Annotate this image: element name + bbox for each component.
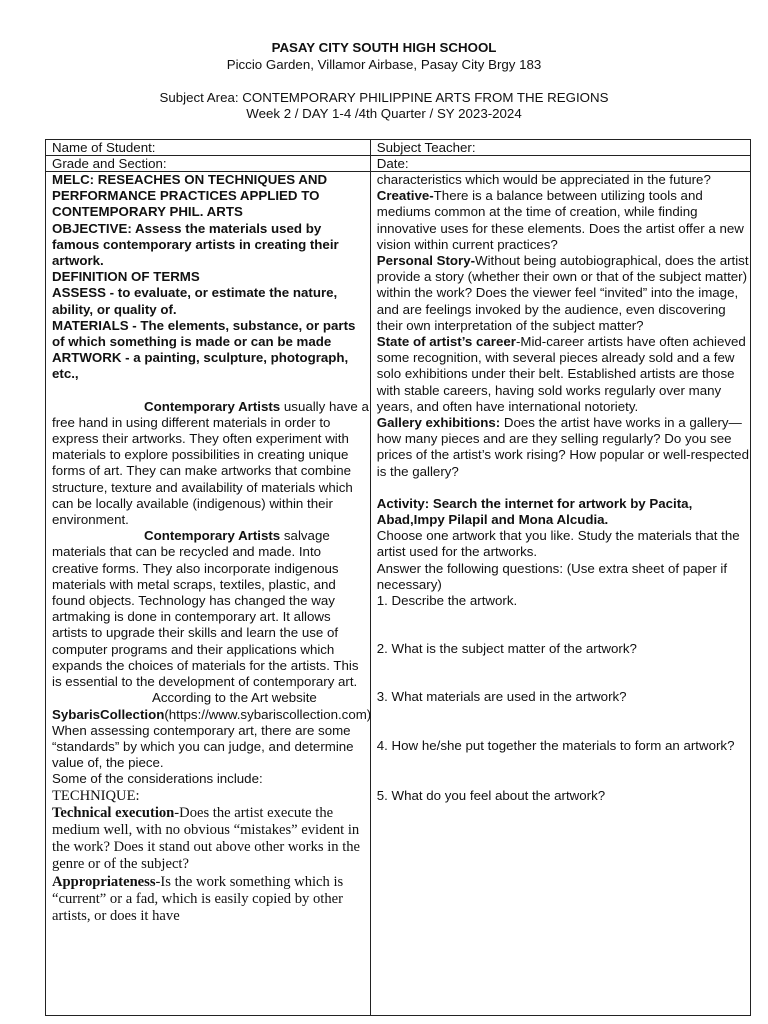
school-address: Piccio Garden, Villamor Airbase, Pasay City Brgy 183 [226,57,542,72]
paragraph-text: (https://www.sybariscollection.com) When assessing contemporary art, there are some “standards” by which you can judge, and determine value of, the piece. [52,706,372,771]
paragraph-text: usually have a free hand in using different materials in order to express their artworks. They often experiment with materials to explore possibilities in creating unique forms of art. They can make artworks that combine structure, texture and availability of materials which can be locally available (indigenous) within their environment. [52,398,369,528]
paragraph-text: Without being autobiographical, does the artist provide a story (whether their own or that of the subject matter) within the work? Does the viewer feel “invited” into the image, and are feelings invoked by the audience, even discovering their own interpretation of the subject matter? [376,253,749,333]
subject-teacher-field: Subject Teacher: [370,140,750,156]
paragraph-text: Does the artist have works in a gallery—how many pieces and are they selling regularly? Do you see prices of the artist’s work rising? How popular or well-respected is the gallery? [376,415,749,479]
choose-instruction: Choose one artwork that you like. Study the materials that the artist used for the artworks. [376,528,740,560]
paragraph-text: salvage materials that can be recycled and made. Into creative forms. They also incorporate indigenous materials with metal scraps, textiles, plastic, and found objects. Technology has changed the way artmaking is done in contemporary art. It allows artists to upgrade their skills and learn the use of computer programs and their applications which expands the choices of materials for the artists. This is essential to the development of contemporary art. [52,528,359,690]
term-gallery: Gallery exhibitions: [376,415,501,431]
paragraph-art-website [52,690,370,771]
term-contemporary-artists: Contemporary Artists [144,528,281,544]
paragraph-text: -Mid-career artists have often achieved some recognition, with several pieces already sold and a few solo exhibitions under their belt. Established artists are those with stable careers, having sold works regularly over many years, and often have international notoriety. [376,334,746,414]
term-technical-execution: Technical execution [52,804,175,821]
paragraph-contemporary-1 [52,399,370,529]
paragraph-intro: According to the Art website [152,690,317,706]
term-creative: Creative- [376,188,434,204]
left-column [46,172,371,1016]
paragraph-text: -Does the artist execute the medium well, with no obvious “mistakes” evident in the work? Does it stand out above other works in the genre or of the subject? [52,804,361,873]
materials-definition: MATERIALS - The elements, substance, or parts of which something is made or can be made [52,317,356,350]
question-3: 3. What materials are used in the artwork? [376,689,627,705]
question-2: 2. What is the subject matter of the artwork? [376,641,637,657]
paragraph-contemporary-2 [52,528,370,690]
term-career: State of artist’s career [376,334,516,350]
subject-area: Subject Area: CONTEMPORARY PHILIPPINE ARTS FROM THE REGIONS [159,90,609,105]
technique-heading: TECHNIQUE: [52,787,140,804]
continued-text: characteristics which would be appreciated in the future? [376,172,711,187]
student-name-field: Name of Student: [46,140,371,156]
gallery-criterion [377,415,750,480]
question-5: 5. What do you feel about the artwork? [376,787,606,803]
career-criterion [377,334,750,415]
question-4: 4. How he/she put together the materials to form an artwork? [376,737,735,753]
right-column [370,172,750,1016]
melc-text: MELC: RESEACHES ON TECHNIQUES AND PERFORMANCE PRACTICES APPLIED TO CONTEMPORARY PHIL. ARTS [52,172,328,220]
answer-instruction: Answer the following questions: (Use extra sheet of paper if necessary) [376,560,728,592]
week-info: Week 2 / DAY 1-4 /4th Quarter / SY 2023-2024 [246,106,522,121]
artwork-definition: ARTWORK - a painting, sculpture, photograph, etc., [52,350,349,382]
term-contemporary-artists: Contemporary Artists [144,398,281,414]
worksheet-table [45,139,751,1016]
appropriateness [52,874,370,926]
considerations-text: Some of the considerations include: [52,771,263,787]
paragraph-text: There is a balance between utilizing tools and mediums common at the time of creation, while finding innovative uses for these elements. Does the artist offer a new vision within current practices? [376,188,744,252]
definition-heading: DEFINITION OF TERMS [52,269,200,285]
question-1: 1. Describe the artwork. [376,593,518,609]
term-appropriateness: Appropriateness [52,873,156,890]
personal-story-criterion [377,253,750,334]
term-personal-story: Personal Story- [376,253,476,269]
objective-text: OBJECTIVE: Assess the materials used by famous contemporary artists in creating their artwork. [52,220,339,269]
date-field: Date: [370,156,750,172]
activity-heading: Activity: Search the internet for artwork by Pacita, Abad,Impy Pilapil and Mona Alcudia. [376,495,693,528]
grade-section-field: Grade and Section: [46,156,371,172]
paragraph-text: -Is the work something which is “current” or a fad, which is easily copied by other artists, or does it have [52,873,344,924]
creative-criterion [377,188,750,253]
term-sybaris: SybarisCollection [52,706,165,722]
assess-definition: ASSESS - to evaluate, or estimate the nature, ability, or quality of. [52,285,338,317]
technical-execution [52,805,370,874]
school-name: PASAY CITY SOUTH HIGH SCHOOL [271,40,497,55]
